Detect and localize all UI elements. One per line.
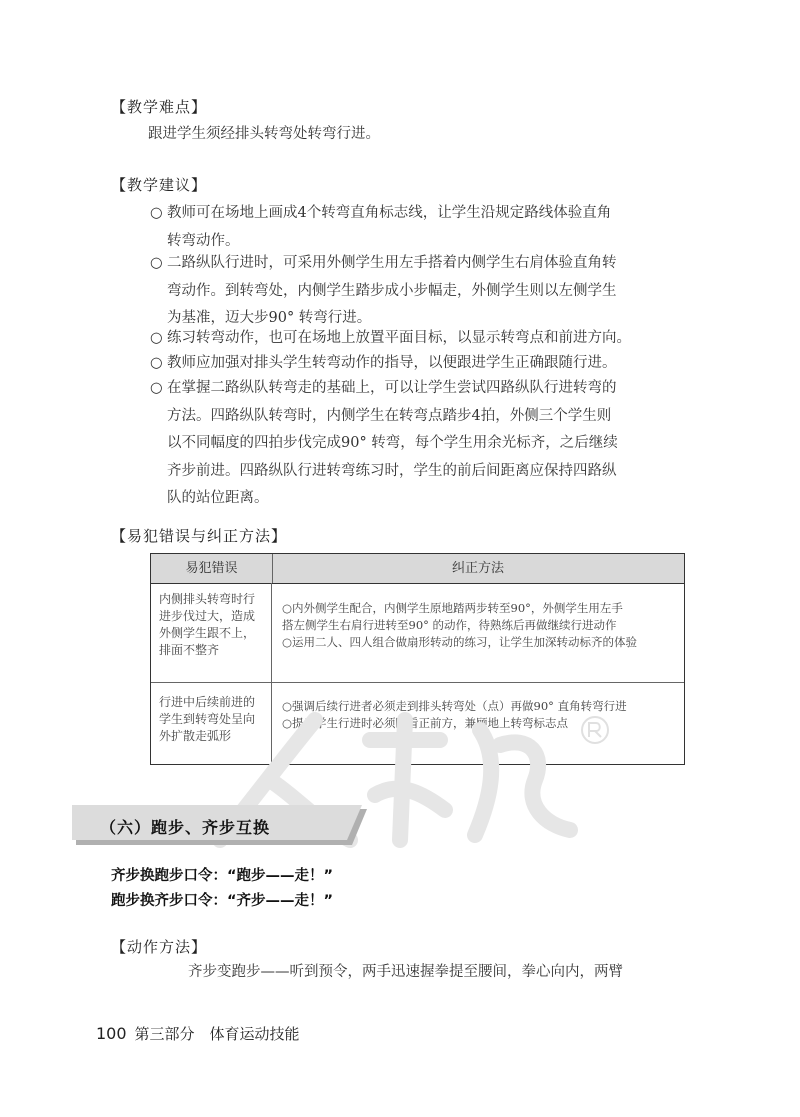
errors-heading: 【易犯错误与纠正方法】: [111, 527, 288, 545]
difficulty-heading: 【教学难点】: [111, 98, 208, 116]
suggestion-item-1: ○ 教师可在场地上画成4个转弯直角标志线，让学生沿规定路线体验直角 转弯动作。: [150, 200, 695, 255]
table-cell-error: 内侧排头转弯时行 进步伐过大，造成 外侧学生跟不上， 排面不整齐: [151, 583, 272, 682]
table-cell-fix: ○强调后续行进者必须走到排头转弯处（点）再做90° 直角转弯行进 ○提示学生行进时必须眼看正前方，兼顾地上转弯标志点: [282, 699, 627, 730]
page-footer: [96, 1023, 300, 1044]
table-header-fixes: 纠正方法: [451, 561, 504, 576]
method-text: 齐步变跑步——听到预令，两手迅速握拳提至腰间，拳心向内，两臂: [188, 964, 623, 980]
page-number: 100: [96, 1024, 127, 1043]
suggestions-heading: 【教学建议】: [111, 176, 208, 194]
section-title: （六）跑步、齐步互换: [100, 818, 271, 837]
table-cell-fix: ○内外侧学生配合，内侧学生原地踏两步转至90°，外侧学生用左手 搭左侧学生右肩行进转至90° 的动作，待熟练后再做继续行进动作 ○运用二人、四人组合做扇形转动的练习，让学生加深转动标齐的体验: [282, 601, 638, 649]
command-run-to-walk: 跑步换齐步口令：“齐步——走！”: [111, 893, 334, 909]
bullet-circle-icon: ○: [150, 330, 163, 346]
bullet-circle-icon: ○: [150, 380, 163, 396]
bullet-circle-icon: ○: [150, 205, 163, 221]
method-heading: 【动作方法】: [111, 938, 208, 956]
suggestion-item-2: ○ 二路纵队行进时，可采用外侧学生用左手搭着内侧学生右肩体验直角转 弯动作。到转弯处，内侧学生踏步成小步幅走，外侧学生则以左侧学生 为基准，迈大步90° 转弯行进。: [150, 250, 695, 333]
bullet-circle-icon: ○: [150, 355, 163, 371]
suggestion-item-5: ○ 在掌握二路纵队转弯走的基础上，可以让学生尝试四路纵队行进转弯的 方法。四路纵队转弯时，内侧学生在转弯点踏步4拍，外侧三个学生则 以不同幅度的四拍步伐完成90° 转弯，每个学生用余光标齐，之后继续 齐步前进。四路纵队行进转弯练习时，学生的前后间距离应保持四路纵 队的站位距离。: [150, 375, 695, 513]
suggestion-item-4: ○ 教师应加强对排头学生转弯动作的指导，以便跟进学生正确跟随行进。: [150, 350, 695, 378]
table-header-errors: 易犯错误: [151, 554, 273, 583]
bullet-circle-icon: ○: [150, 255, 163, 271]
table-row: [151, 583, 684, 682]
footer-label: 第三部分 体育运动技能: [134, 1025, 300, 1043]
table-header: [151, 554, 684, 584]
command-walk-to-run: 齐步换跑步口令：“跑步——走！”: [111, 868, 334, 884]
difficulty-text: 跟进学生须经排头转弯处转弯行进。: [148, 126, 380, 142]
table-cell-error: 行进中后续前进的 学生到转弯处呈向 外扩散走弧形: [151, 682, 272, 764]
suggestion-item-3: ○ 练习转弯动作，也可在场地上放置平面目标，以显示转弯点和前进方向。: [150, 325, 695, 353]
